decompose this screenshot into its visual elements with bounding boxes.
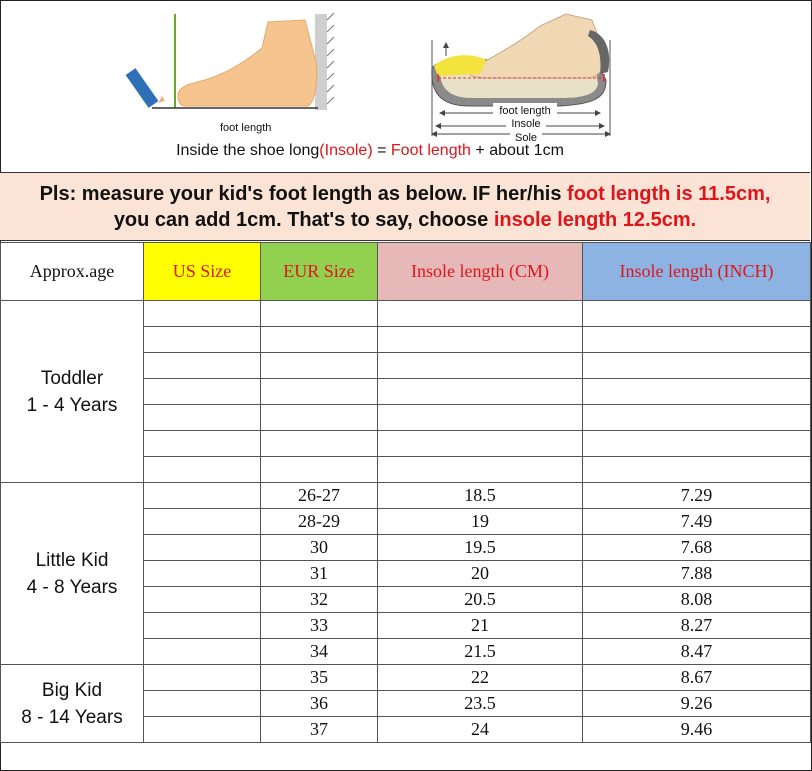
age-group-range: 4 - 8 Years bbox=[26, 576, 118, 598]
age-group-name: Big Kid bbox=[41, 679, 103, 701]
us-size-cell bbox=[144, 457, 261, 483]
foot-length-label: foot length bbox=[220, 122, 272, 134]
eur-size-cell bbox=[261, 353, 378, 379]
insole-inch-cell: 8.08 bbox=[583, 587, 811, 613]
eur-size-cell: 30 bbox=[261, 535, 378, 561]
insole-inch-cell bbox=[583, 457, 811, 483]
us-size-cell bbox=[144, 691, 261, 717]
eur-size-cell: 28-29 bbox=[261, 509, 378, 535]
insole-cm-cell bbox=[378, 431, 583, 457]
size-table-header bbox=[1, 243, 811, 301]
insole-inch-cell: 9.26 bbox=[583, 691, 811, 717]
notice-line-1: Pls: measure your kid's foot length as below. IF her/his foot length is 11.5cm, bbox=[39, 183, 771, 205]
insole-inch-cell: 8.27 bbox=[583, 613, 811, 639]
eur-size-cell: 36 bbox=[261, 691, 378, 717]
us-size-cell bbox=[144, 405, 261, 431]
measurement-illustration bbox=[0, 0, 810, 173]
insole-cm-cell bbox=[378, 405, 583, 431]
pencil-icon bbox=[126, 68, 165, 108]
eur-size-cell: 33 bbox=[261, 613, 378, 639]
insole-inch-cell: 7.88 bbox=[583, 561, 811, 587]
eur-size-cell: 26-27 bbox=[261, 483, 378, 509]
table-row bbox=[1, 665, 811, 691]
insole-inch-cell: 9.46 bbox=[583, 717, 811, 743]
eur-size-cell bbox=[261, 327, 378, 353]
insole-cm-cell bbox=[378, 457, 583, 483]
insole-inch-cell bbox=[583, 379, 811, 405]
insole-inch-cell bbox=[583, 327, 811, 353]
us-size-cell bbox=[144, 665, 261, 691]
age-group-cell bbox=[1, 665, 144, 743]
eur-size-cell: 35 bbox=[261, 665, 378, 691]
table-row bbox=[1, 483, 811, 509]
header-us-size: US Size bbox=[144, 243, 261, 301]
foot-icon bbox=[152, 13, 334, 110]
insole-label: Insole bbox=[511, 118, 541, 130]
insole-cm-cell bbox=[378, 301, 583, 327]
insole-cm-cell bbox=[378, 353, 583, 379]
eur-size-cell bbox=[261, 431, 378, 457]
table-row bbox=[1, 301, 811, 327]
header-insole-cm: Insole length (CM) bbox=[378, 243, 583, 301]
us-size-cell bbox=[144, 535, 261, 561]
insole-cm-cell: 22 bbox=[378, 665, 583, 691]
sole-label: Sole bbox=[514, 132, 538, 144]
insole-caption: Inside the shoe long(Insole) = Foot length + about 1cm bbox=[176, 142, 564, 159]
insole-cm-cell: 21 bbox=[378, 613, 583, 639]
eur-size-cell bbox=[261, 301, 378, 327]
age-group-name: Toddler bbox=[40, 367, 104, 389]
us-size-cell bbox=[144, 561, 261, 587]
insole-inch-cell: 8.67 bbox=[583, 665, 811, 691]
us-size-cell bbox=[144, 613, 261, 639]
measure-notice bbox=[0, 173, 810, 241]
insole-cm-cell: 19.5 bbox=[378, 535, 583, 561]
us-size-cell bbox=[144, 483, 261, 509]
age-group-name: Little Kid bbox=[35, 549, 109, 571]
insole-cm-cell: 23.5 bbox=[378, 691, 583, 717]
insole-inch-cell bbox=[583, 431, 811, 457]
insole-cm-cell: 24 bbox=[378, 717, 583, 743]
insole-inch-cell: 7.68 bbox=[583, 535, 811, 561]
header-approx-age: Approx.age bbox=[1, 243, 144, 301]
age-group-cell bbox=[1, 301, 144, 483]
insole-inch-cell bbox=[583, 301, 811, 327]
insole-cm-cell: 18.5 bbox=[378, 483, 583, 509]
eur-size-cell: 32 bbox=[261, 587, 378, 613]
eur-size-cell bbox=[261, 405, 378, 431]
notice-line-2: you can add 1cm. That's to say, choose insole length 12.5cm. bbox=[113, 209, 697, 231]
insole-cm-cell: 20.5 bbox=[378, 587, 583, 613]
insole-inch-cell bbox=[583, 353, 811, 379]
insole-inch-cell: 8.47 bbox=[583, 639, 811, 665]
insole-cm-cell bbox=[378, 327, 583, 353]
eur-size-cell: 37 bbox=[261, 717, 378, 743]
header-insole-inch: Insole length (INCH) bbox=[583, 243, 811, 301]
us-size-cell bbox=[144, 327, 261, 353]
us-size-cell bbox=[144, 509, 261, 535]
insole-cm-cell: 21.5 bbox=[378, 639, 583, 665]
age-group-cell bbox=[1, 483, 144, 665]
us-size-cell bbox=[144, 587, 261, 613]
us-size-cell bbox=[144, 301, 261, 327]
us-size-cell bbox=[144, 717, 261, 743]
insole-cm-cell: 19 bbox=[378, 509, 583, 535]
us-size-cell bbox=[144, 639, 261, 665]
insole-inch-cell bbox=[583, 405, 811, 431]
eur-size-cell bbox=[261, 379, 378, 405]
age-group-range: 1 - 4 Years bbox=[26, 394, 118, 416]
us-size-cell bbox=[144, 431, 261, 457]
insole-cm-cell bbox=[378, 379, 583, 405]
shoe-foot-length-label: foot length bbox=[499, 105, 551, 117]
insole-cm-cell: 20 bbox=[378, 561, 583, 587]
insole-inch-cell: 7.49 bbox=[583, 509, 811, 535]
age-group-range: 8 - 14 Years bbox=[21, 706, 123, 728]
us-size-cell bbox=[144, 353, 261, 379]
eur-size-cell bbox=[261, 457, 378, 483]
eur-size-cell: 34 bbox=[261, 639, 378, 665]
size-table bbox=[0, 242, 811, 743]
eur-size-cell: 31 bbox=[261, 561, 378, 587]
header-eur-size: EUR Size bbox=[261, 243, 378, 301]
us-size-cell bbox=[144, 379, 261, 405]
insole-inch-cell: 7.29 bbox=[583, 483, 811, 509]
